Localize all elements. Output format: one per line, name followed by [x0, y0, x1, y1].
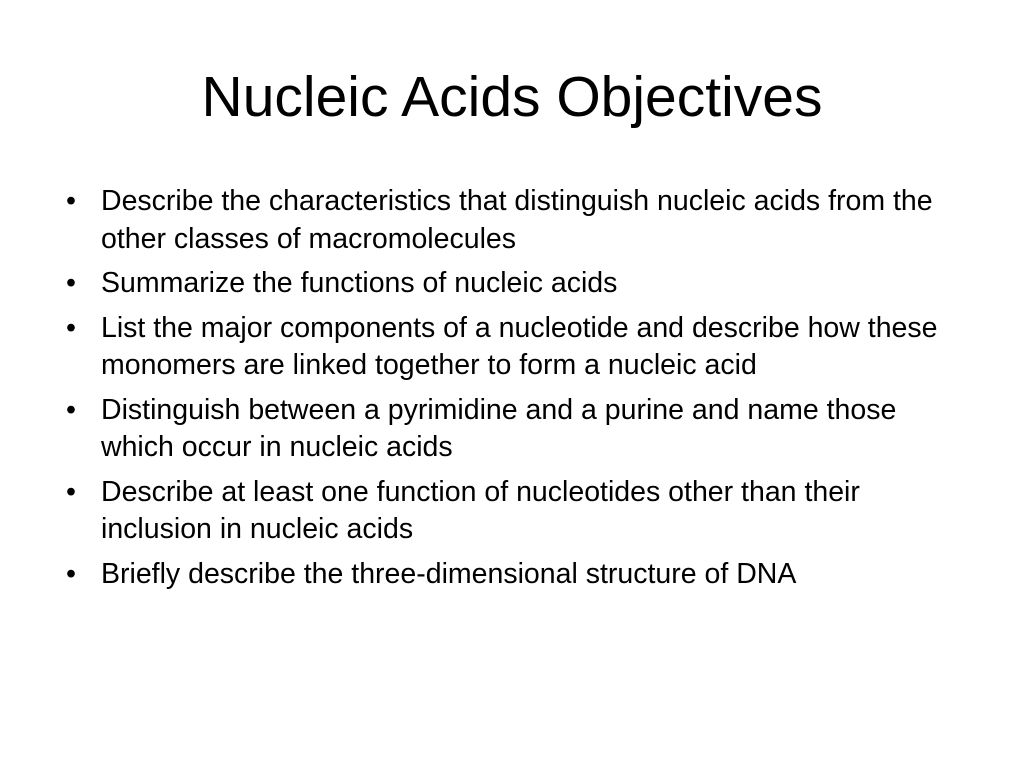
list-item — [57, 474, 977, 549]
bullet-icon: • — [66, 557, 76, 590]
list-item — [57, 183, 977, 258]
list-item — [57, 392, 977, 467]
list-item-text: Distinguish between a pyrimidine and a purine and name those which occur in nucleic acids — [101, 393, 897, 463]
bullet-icon: • — [66, 393, 76, 426]
bullet-icon: • — [66, 185, 76, 217]
list-item-text: List the major components of a nucleotide and describe how these monomers are linked together to form a nucleic acid — [101, 311, 938, 381]
slide-title: Nucleic Acids Objectives — [201, 65, 823, 129]
list-item — [57, 265, 977, 303]
list-item-text: Describe the characteristics that distinguish nucleic acids from the other classes of macromolecules — [101, 185, 933, 255]
bullet-icon: • — [66, 267, 76, 299]
bullet-icon: • — [66, 311, 76, 344]
list-item — [57, 310, 977, 385]
objectives-list — [57, 183, 977, 600]
list-item-text: Summarize the functions of nucleic acids — [101, 267, 618, 299]
list-item-text: Describe at least one function of nucleotides other than their inclusion in nucleic acids — [101, 475, 860, 545]
list-item — [57, 556, 977, 594]
list-item-text: Briefly describe the three-dimensional structure of DNA — [101, 557, 797, 590]
bullet-icon: • — [66, 475, 76, 508]
